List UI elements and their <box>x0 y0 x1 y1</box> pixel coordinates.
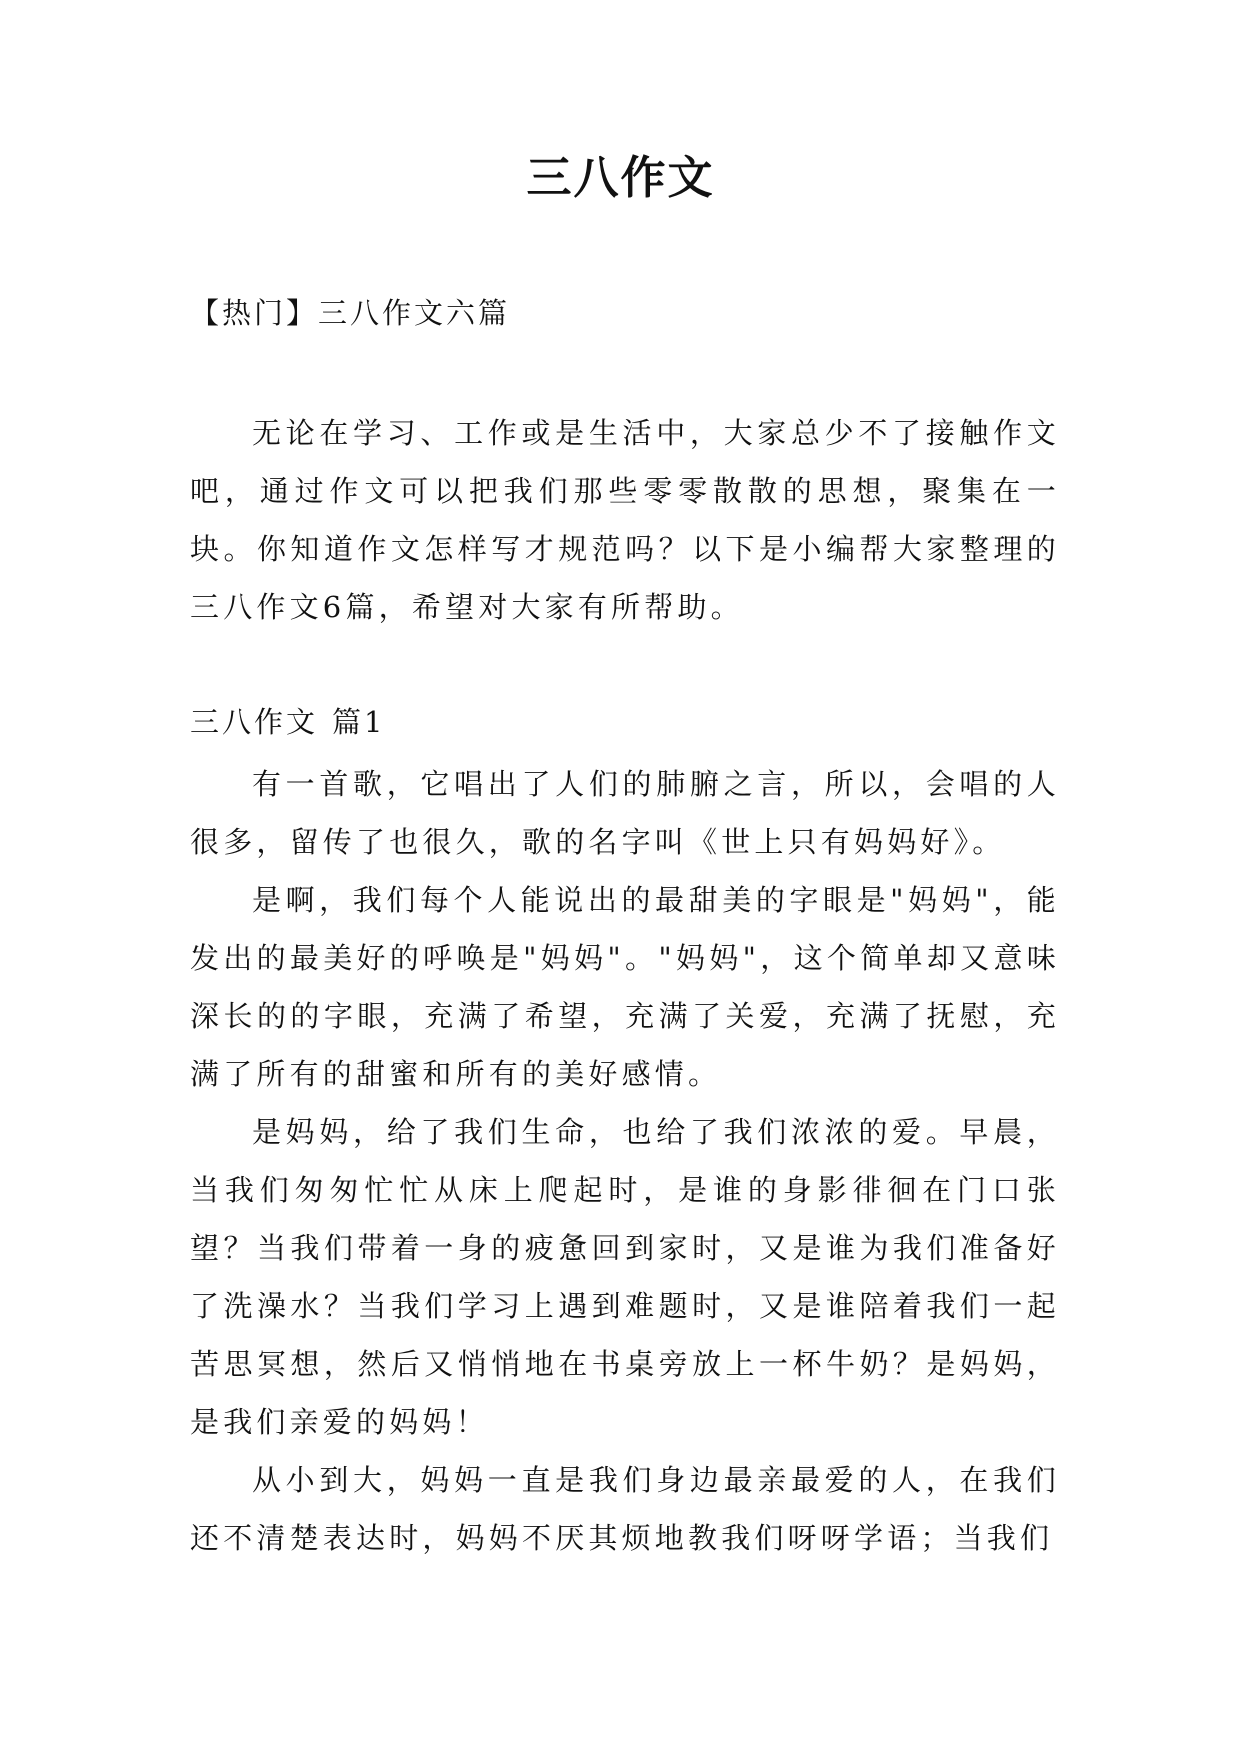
essay-body <box>190 755 1060 1567</box>
intro-section <box>190 404 1060 636</box>
essay-paragraph: 有一首歌，它唱出了人们的肺腑之言，所以，会唱的人很多，留传了也很久，歌的名字叫《世上只有妈妈好》。 <box>190 767 1060 859</box>
section-title: 三八作文 <box>190 705 319 739</box>
essay-paragraph: 从小到大，妈妈一直是我们身边最亲最爱的人，在我们还不清楚表达时，妈妈不厌其烦地教我们呀呀学语；当我们 <box>190 1463 1060 1555</box>
document-title: 三八作文 <box>526 151 715 204</box>
essay-paragraph: 是妈妈，给了我们生命，也给了我们浓浓的爱。早晨，当我们匆匆忙忙从床上爬起时，是谁的身影徘徊在门口张望？当我们带着一身的疲惫回到家时，又是谁为我们准备好了洗澡水？当我们学习上遇到难题时，又是谁陪着我们一起苦思冥想，然后又悄悄地在书桌旁放上一杯牛奶？是妈妈，是我们亲爱的妈妈！ <box>190 1115 1060 1439</box>
section-heading <box>190 702 385 742</box>
document-subtitle: 【热门】三八作文六篇 <box>190 296 511 330</box>
essay-paragraph: 是啊，我们每个人能说出的最甜美的字眼是"妈妈"，能发出的最美好的呼唤是"妈妈"。"妈妈"，这个简单却又意味深长的的字眼，充满了希望，充满了关爱，充满了抚慰，充满了所有的甜蜜和所有的美好感情。 <box>190 883 1060 1091</box>
section-number: 篇1 <box>332 705 386 739</box>
intro-paragraph: 无论在学习、工作或是生活中，大家总少不了接触作文吧，通过作文可以把我们那些零零散散的思想，聚集在一块。你知道作文怎样写才规范吗？以下是小编帮大家整理的三八作文6篇，希望对大家有所帮助。 <box>190 416 1060 624</box>
